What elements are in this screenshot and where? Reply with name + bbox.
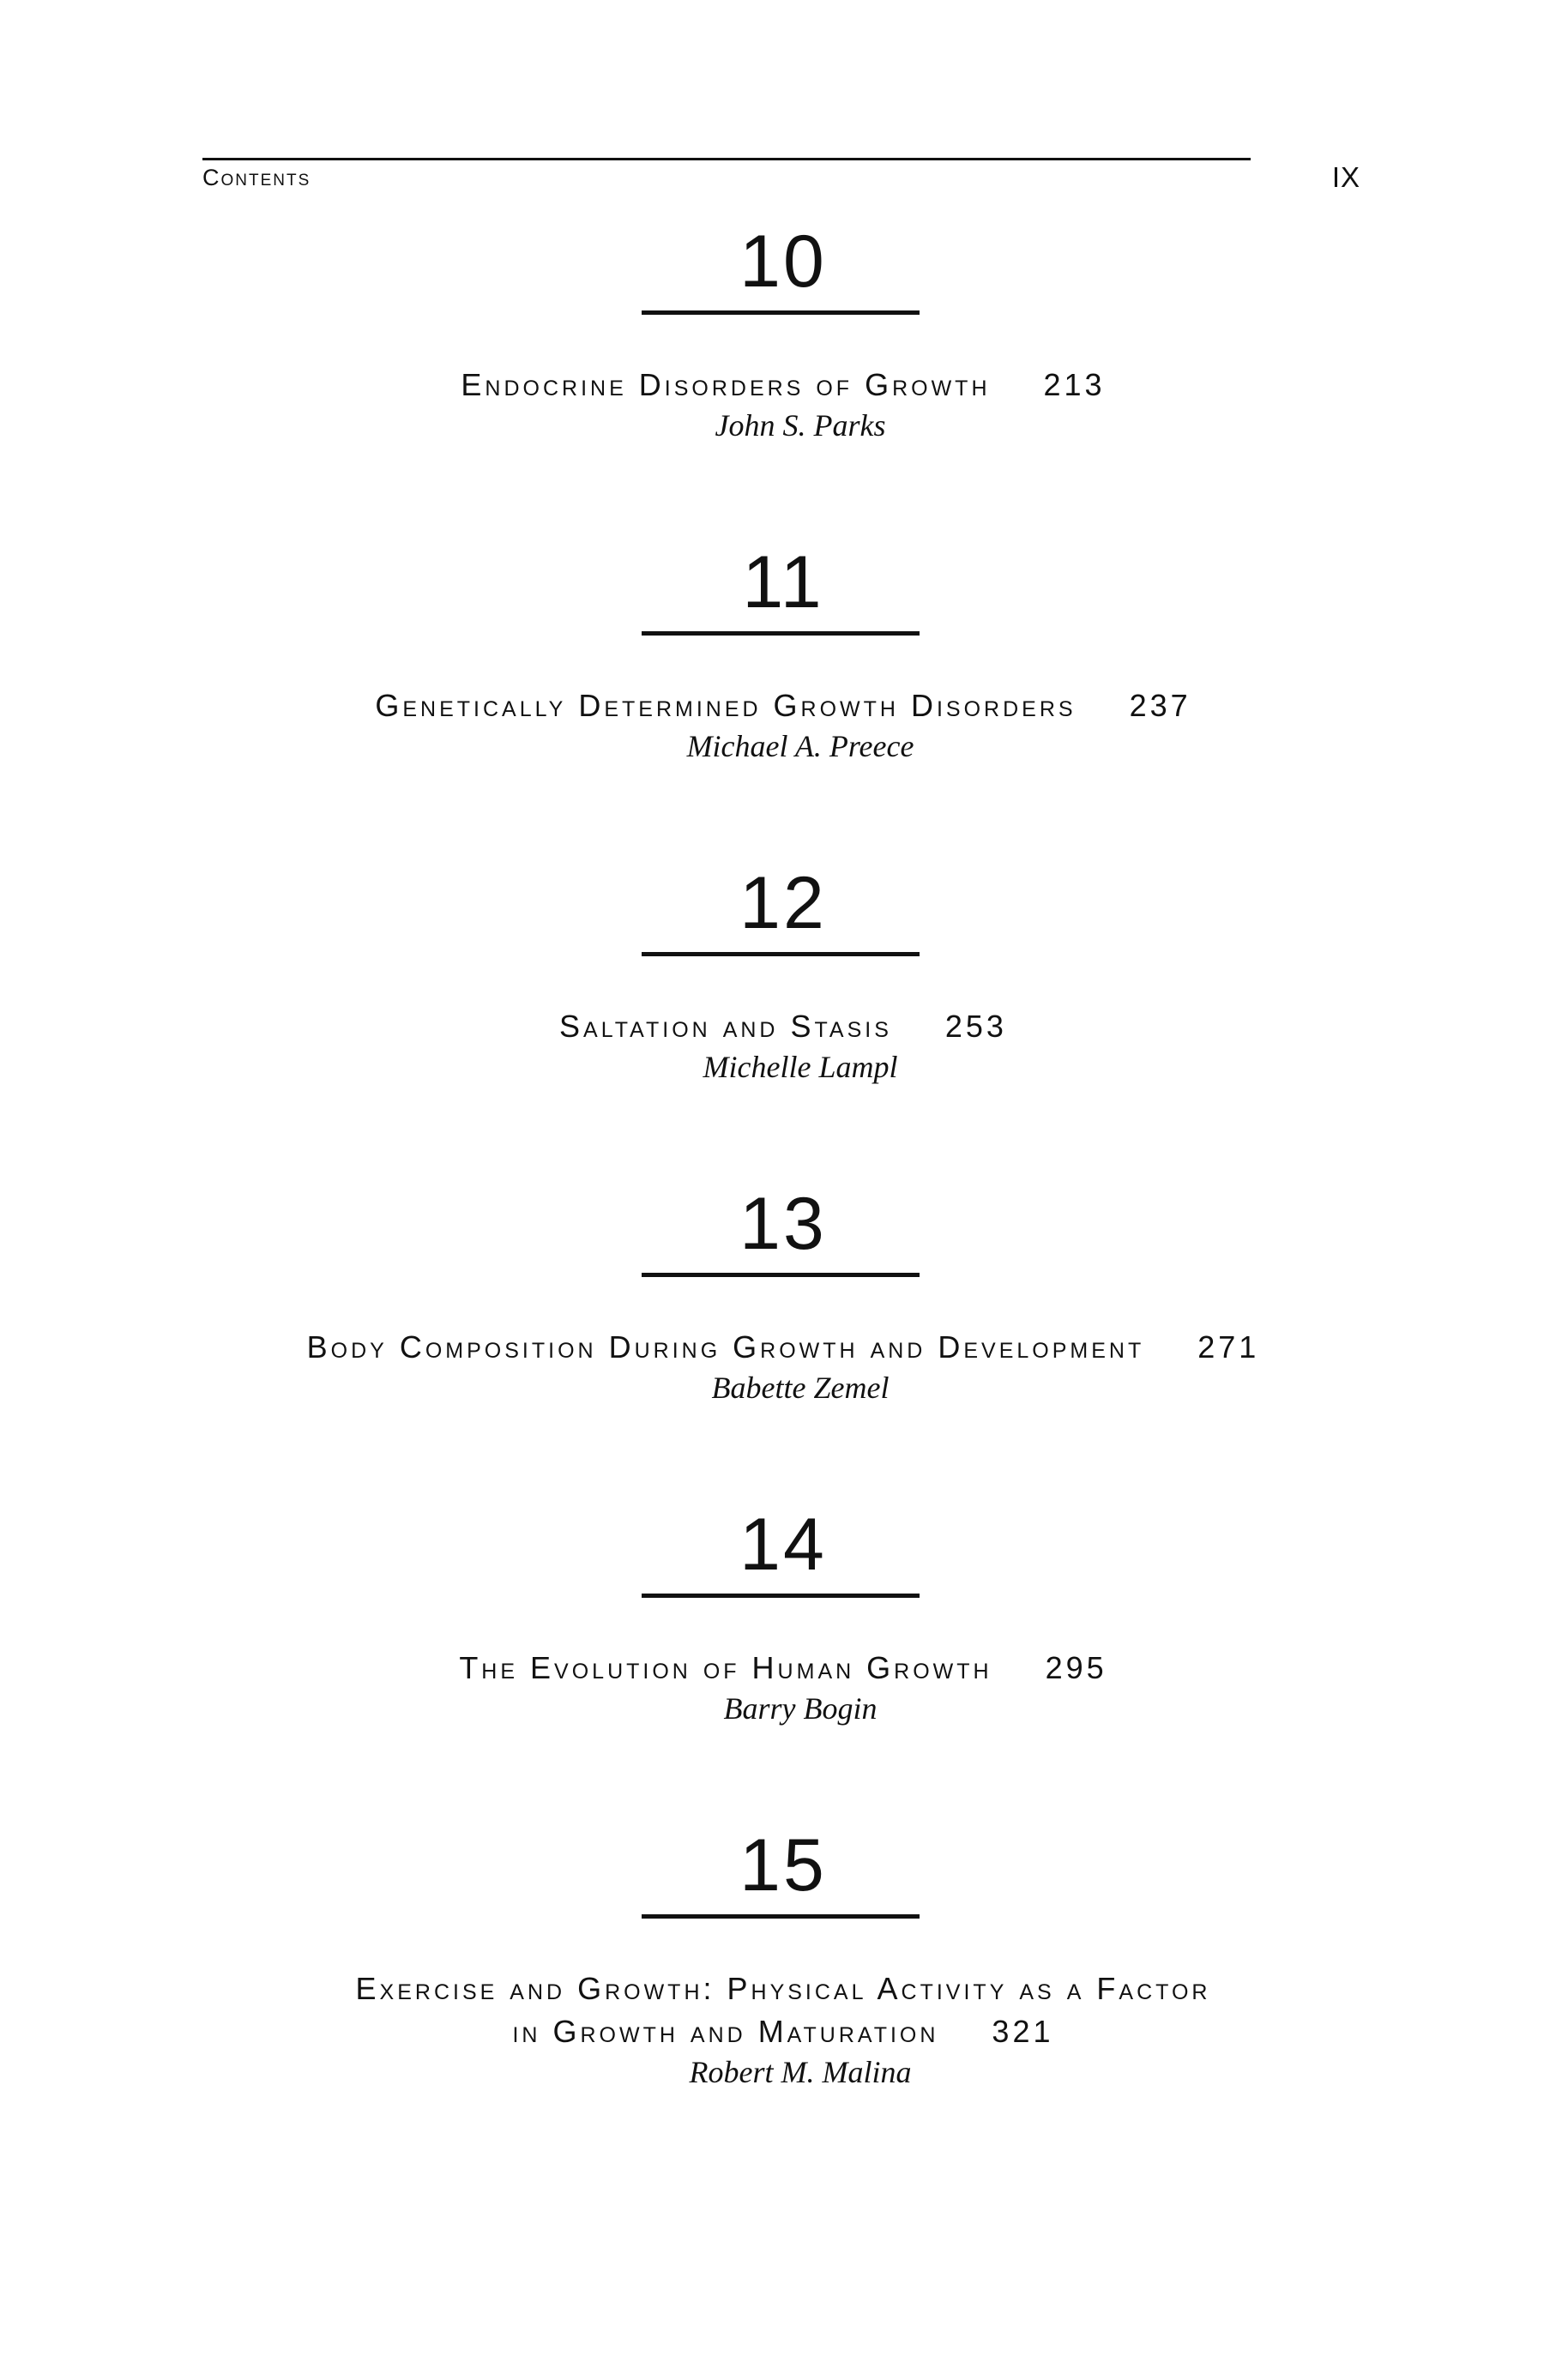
chapter-title-text: Body Composition During Growth and Development bbox=[306, 1329, 1145, 1365]
chapter-title bbox=[0, 1647, 1544, 1690]
running-header bbox=[202, 156, 1360, 193]
chapter-title-line bbox=[0, 1326, 1544, 1369]
chapter-title-line bbox=[0, 684, 1544, 727]
chapter-title-line: Exercise and Growth: Physical Activity as a Factor bbox=[355, 1971, 1211, 2006]
chapter-rule bbox=[642, 1914, 920, 1919]
chapter-rule bbox=[642, 1273, 920, 1277]
chapter-author: Michelle Lampl bbox=[703, 1050, 898, 1084]
chapter-rule bbox=[642, 1594, 920, 1598]
chapter-entry bbox=[0, 541, 1544, 854]
chapter-author: Barry Bogin bbox=[723, 1691, 878, 1726]
chapter-number: 13 bbox=[739, 1183, 827, 1265]
chapter-rule bbox=[642, 310, 920, 315]
chapter-entry bbox=[0, 220, 1544, 533]
chapter-page-number: 321 bbox=[992, 2014, 1054, 2049]
header-rule bbox=[202, 158, 1251, 160]
chapter-page-number: 271 bbox=[1197, 1329, 1260, 1365]
chapter-author: John S. Parks bbox=[715, 408, 886, 443]
chapter-author: Robert M. Malina bbox=[689, 2055, 912, 2089]
chapter-entry bbox=[0, 1503, 1544, 1817]
chapter-title bbox=[0, 684, 1544, 727]
running-title: Contents bbox=[202, 165, 311, 190]
chapter-number: 12 bbox=[739, 862, 827, 944]
chapter-page-number: 253 bbox=[944, 1009, 1007, 1044]
page-number: IX bbox=[1331, 161, 1360, 193]
chapter-title-line bbox=[0, 1005, 1544, 1048]
chapter-number: 15 bbox=[739, 1824, 827, 1907]
chapter-entry bbox=[0, 1183, 1544, 1496]
chapter-title-line bbox=[0, 1647, 1544, 1690]
chapter-number: 14 bbox=[739, 1503, 827, 1586]
chapter-title-line bbox=[0, 364, 1544, 407]
chapter-title bbox=[0, 364, 1544, 407]
chapter-title-text: in Growth and Maturation bbox=[512, 2014, 939, 2049]
chapter-author: Michael A. Preece bbox=[686, 729, 914, 763]
chapter-entry bbox=[0, 1824, 1544, 2189]
chapter-rule bbox=[642, 631, 920, 636]
chapter-title bbox=[0, 1967, 1544, 2053]
chapter-title bbox=[0, 1326, 1544, 1369]
chapter-title bbox=[0, 1005, 1544, 1048]
chapter-title-line bbox=[0, 2010, 1544, 2053]
chapter-page-number: 213 bbox=[1043, 367, 1106, 402]
chapter-title-text: Saltation and Stasis bbox=[559, 1009, 892, 1044]
chapter-rule bbox=[642, 952, 920, 956]
chapter-author: Babette Zemel bbox=[711, 1371, 890, 1405]
chapter-number: 10 bbox=[739, 220, 827, 303]
chapter-page-number: 237 bbox=[1129, 688, 1191, 723]
chapter-title-text: The Evolution of Human Growth bbox=[459, 1650, 992, 1685]
chapter-page-number: 295 bbox=[1045, 1650, 1107, 1685]
chapter-title-text: Genetically Determined Growth Disorders bbox=[375, 688, 1077, 723]
chapter-number: 11 bbox=[742, 541, 824, 624]
chapter-title-text: Endocrine Disorders of Growth bbox=[461, 367, 991, 402]
chapter-entry bbox=[0, 862, 1544, 1175]
